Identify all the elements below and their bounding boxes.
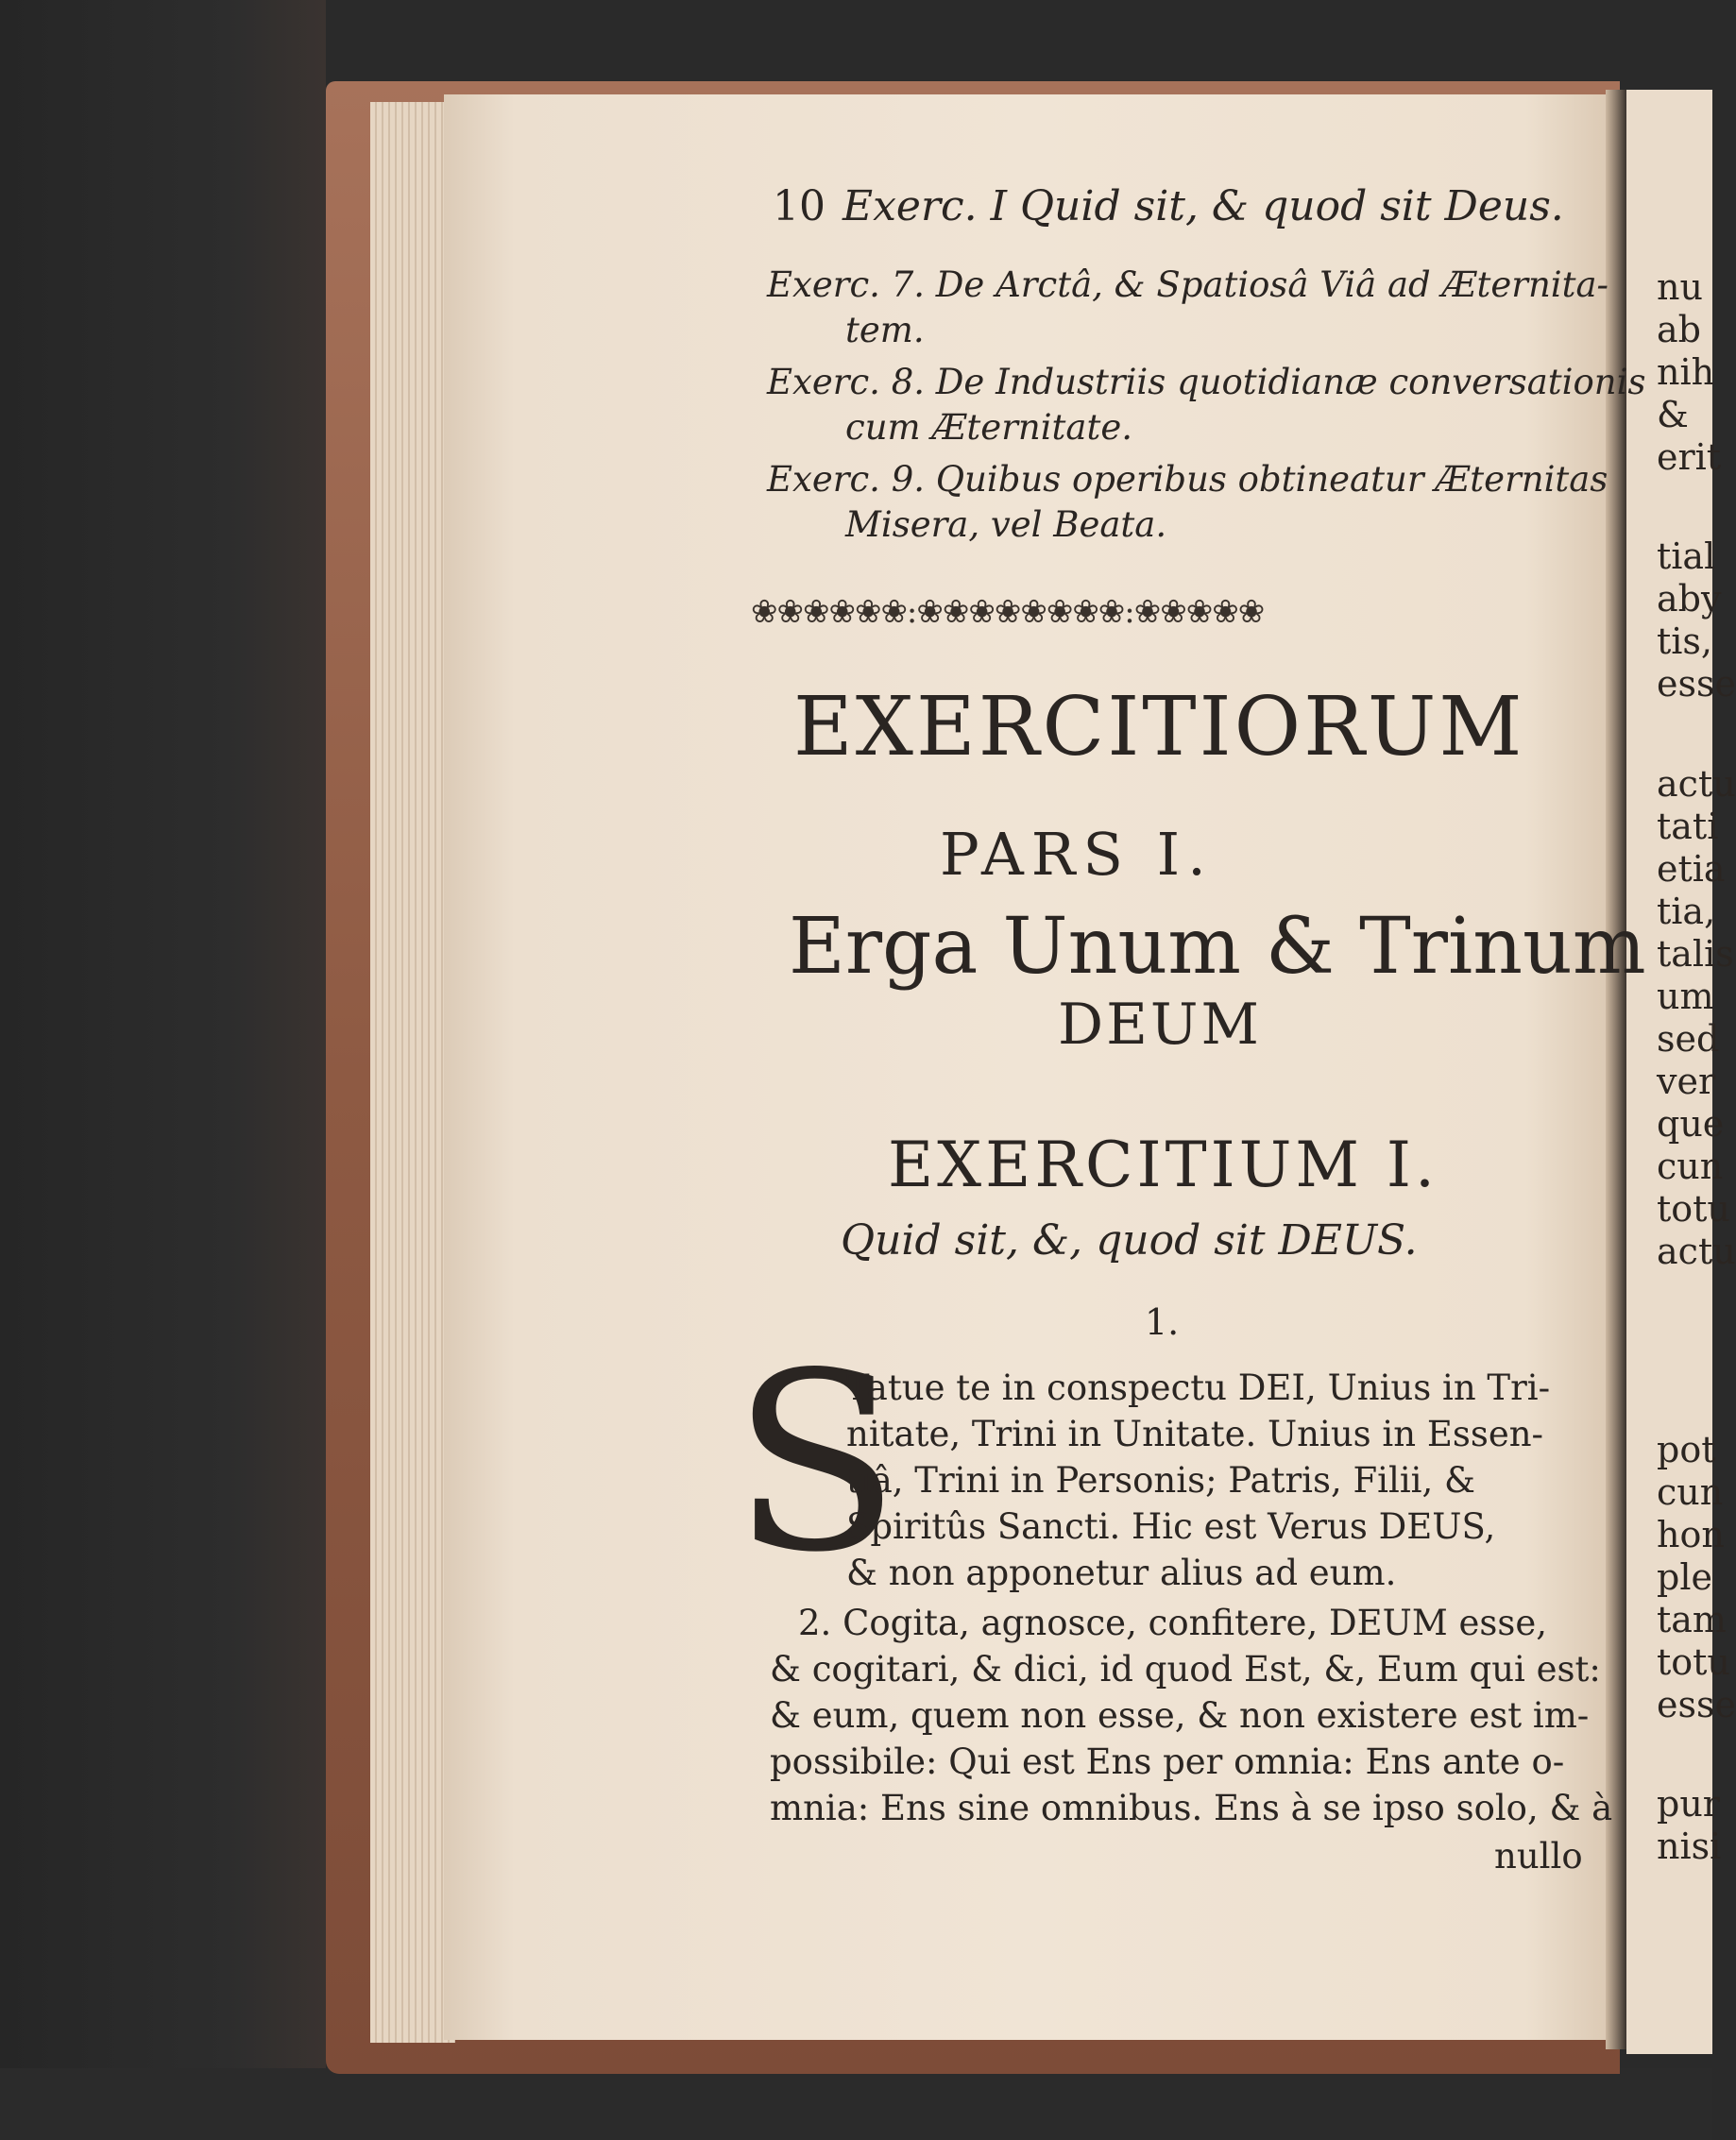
right-page-fragment: totu [1657, 1641, 1730, 1683]
contents-line: Misera, vel Beata. [845, 504, 1167, 545]
title-erga: Erga Unum & Trinum [789, 902, 1646, 992]
right-page-fragment: sed [1657, 1018, 1720, 1060]
right-page-fragment: cun [1657, 1146, 1724, 1187]
background-left [0, 0, 326, 2140]
body-line: & cogitari, & dici, id quod Est, &, Eum qui est: [770, 1649, 1601, 1690]
right-page-fragment: hon [1657, 1514, 1725, 1555]
body-line: & non apponetur alius ad eum. [846, 1553, 1397, 1593]
contents-line: Exerc. 7. De Arctâ, & Spatiosâ Viâ ad Æternita- [767, 264, 1609, 305]
drop-cap: S [732, 1321, 901, 1606]
right-page-fragment: pot [1657, 1429, 1716, 1470]
right-page-fragment: tati [1657, 806, 1719, 847]
right-page-fragment: totu [1657, 1188, 1730, 1230]
right-page-fragment: actu [1657, 1231, 1736, 1272]
title-pars: PARS I. [940, 820, 1214, 889]
right-page-fragment: erit [1657, 436, 1722, 478]
title-exercitiorum: EXERCITIORUM [793, 680, 1525, 774]
right-page-fragment: pur [1657, 1783, 1720, 1825]
right-page-fragment: & [1657, 394, 1689, 435]
exercise-heading: EXERCITIUM I. [888, 1129, 1438, 1201]
body-line: tiâ, Trini in Personis; Patris, Filii, & [846, 1460, 1475, 1501]
body-line: Tatue te in conspectu DEI, Unius in Tri- [846, 1367, 1551, 1408]
body-line: Spiritûs Sancti. Hic est Verus DEUS, [846, 1506, 1496, 1547]
right-page-fragment: nu [1657, 266, 1703, 308]
right-page-fragment: esse [1657, 663, 1736, 705]
right-page-fragment: tia, [1657, 891, 1716, 932]
right-page-fragment: esse [1657, 1684, 1736, 1725]
exercise-subtitle: Quid sit, &, quod sit DEUS. [841, 1216, 1418, 1265]
section-number: 1. [1145, 1301, 1180, 1343]
body-line: mnia: Ens sine omnibus. Ens à se ipso solo, & à [770, 1788, 1613, 1828]
body-line: 2. Cogita, agnosce, confitere, DEUM esse, [798, 1603, 1548, 1643]
running-title: Exerc. I Quid sit, & quod sit Deus. [842, 182, 1564, 230]
right-page-fragment: nih [1657, 351, 1715, 393]
body-line: nitate, Trini in Unitate. Unius in Essen- [846, 1414, 1544, 1454]
right-page-fragment: aby [1657, 578, 1722, 620]
title-deum: DEUM [1058, 992, 1262, 1058]
body-line: possibile: Qui est Ens per omnia: Ens ante o- [770, 1741, 1565, 1782]
right-page-fragment: que [1657, 1103, 1725, 1145]
right-page-fragment: ab [1657, 309, 1701, 350]
page-stack-edge [370, 102, 455, 2043]
ornament-rule: ❀❀❀❀❀❀:❀❀❀❀❀❀❀❀:❀❀❀❀❀ [751, 593, 1265, 631]
right-page-fragment: cun [1657, 1471, 1724, 1513]
right-page-fragment: nisi [1657, 1826, 1722, 1867]
right-page-fragment: tis, [1657, 620, 1713, 662]
right-page-fragment: tam [1657, 1599, 1727, 1640]
contents-line: tem. [845, 310, 925, 350]
right-page-fragment: talis [1657, 933, 1734, 975]
right-page-fragment: actu [1657, 763, 1736, 805]
body-line: & eum, quem non esse, & non existere est im- [770, 1695, 1590, 1736]
contents-line: cum Æternitate. [845, 407, 1133, 448]
catchword: nullo [1494, 1836, 1583, 1877]
contents-line: Exerc. 9. Quibus operibus obtineatur Æternitas [767, 459, 1608, 500]
right-page-fragment: etia [1657, 848, 1726, 890]
page-number: 10 [773, 182, 825, 230]
contents-line: Exerc. 8. De Industriis quotidianæ conversationis [767, 362, 1646, 402]
running-header [773, 182, 1564, 230]
right-page-fragment: um [1657, 976, 1714, 1017]
right-page-fragment: tial [1657, 535, 1716, 577]
background-bottom [0, 2068, 1712, 2140]
right-page-fragment: ple [1657, 1556, 1712, 1598]
right-page-fragment: ver [1657, 1061, 1716, 1102]
